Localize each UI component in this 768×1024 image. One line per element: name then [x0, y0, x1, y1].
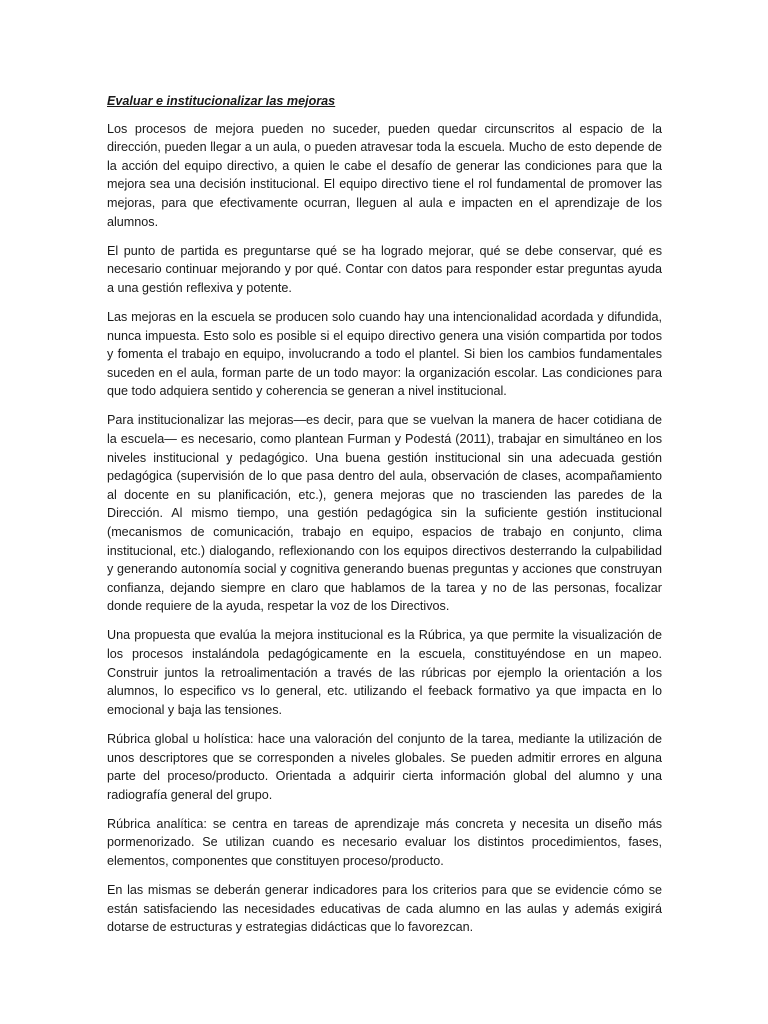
document-page	[107, 92, 662, 947]
paragraph-2: El punto de partida es preguntarse qué se ha logrado mejorar, qué se debe conservar, qué es necesario continuar mejorando y por qué. Contar con datos para responder estar preguntas ayuda a una gestión reflexiva y potente.	[107, 243, 662, 295]
paragraph-1: Los procesos de mejora pueden no suceder, pueden quedar circunscritos al espacio de la dirección, pueden llegar a un aula, o pueden atravesar toda la escuela. Mucho de esto depende de la acción del equipo directivo, a quien le cabe el desafío de generar las condiciones para que la mejora sea una decisión institucional. El equipo directivo tiene el rol fundamental de promover las mejoras, para que efectivamente ocurran, lleguen al aula e impacten en el aprendizaje de los alumnos.	[107, 121, 662, 229]
paragraph-7: Rúbrica analítica: se centra en tareas de aprendizaje más concreta y necesita un diseño más pormenorizado. Se utilizan cuando es necesario evaluar los distintos procedimientos, fases, elementos, componentes que constituyen proceso/producto.	[107, 816, 662, 868]
paragraph-8: En las mismas se deberán generar indicadores para los criterios para que se evidencie cómo se están satisfaciendo las necesidades educativas de cada alumno en las aulas y además exigirá dotarse de estructuras y estrategias didácticas que lo favorezcan.	[107, 883, 662, 935]
paragraph-4: Para institucionalizar las mejoras—es decir, para que se vuelvan la manera de hacer cotidiana de la escuela— es necesario, como plantean Furman y Podestá (2011), trabajar en simultáneo en los niveles institucional y pedagógico. Una buena gestión institucional sin una adecuada gestión pedagógica (supervisión de lo que pasa dentro del aula, observación de clases, acompañamiento al docente en su planificación, etc.), genera mejoras que no trascienden las paredes de la Dirección. Al mismo tiempo, una gestión pedagógica sin la suficiente gestión institucional (mecanismos de comunicación, trabajo en equipo, espacios de trabajo en conjunto, clima institucional, etc.) dialogando, reflexionando con los equipos directivos desterrando la culpabilidad y generando autonomía social y cognitiva generando buenas preguntas y acciones que construyan confianza, dejando siempre en claro que hablamos de la tarea y no de las personas, focalizar donde requiere de la ayuda, respetar la voz de los Directivos.	[107, 413, 662, 614]
paragraph-5: Una propuesta que evalúa la mejora institucional es la Rúbrica, ya que permite la visualización de los procesos instalándola pedagógicamente en la escuela, constituyéndose en un mapeo. Construir juntos la retroalimentación a través de las rúbricas por ejemplo la orientación a los alumnos, lo especifico vs lo general, etc. utilizando el feeback formativo ya que impacta en lo emocional y baja las tensiones.	[107, 628, 662, 717]
paragraph-3: Las mejoras en la escuela se producen solo cuando hay una intencionalidad acordada y difundida, nunca impuesta. Esto solo es posible si el equipo directivo genera una visión compartida por todos y fomenta el trabajo en equipo, involucrando a todo el plantel. Si bien los cambios fundamentales suceden en el aula, forman parte de un todo mayor: la organización escolar. Las condiciones para que todo adquiera sentido y coherencia se generan a nivel institucional.	[107, 309, 662, 399]
paragraph-6: Rúbrica global u holística: hace una valoración del conjunto de la tarea, mediante la utilización de unos descriptores que se corresponden a niveles globales. Se pueden admitir errores en alguna parte del proceso/producto. Orientada a adquirir cierta información global del alumno y una radiografía general del grupo.	[107, 731, 662, 802]
document-title: Evaluar e institucionalizar las mejoras	[107, 94, 336, 108]
